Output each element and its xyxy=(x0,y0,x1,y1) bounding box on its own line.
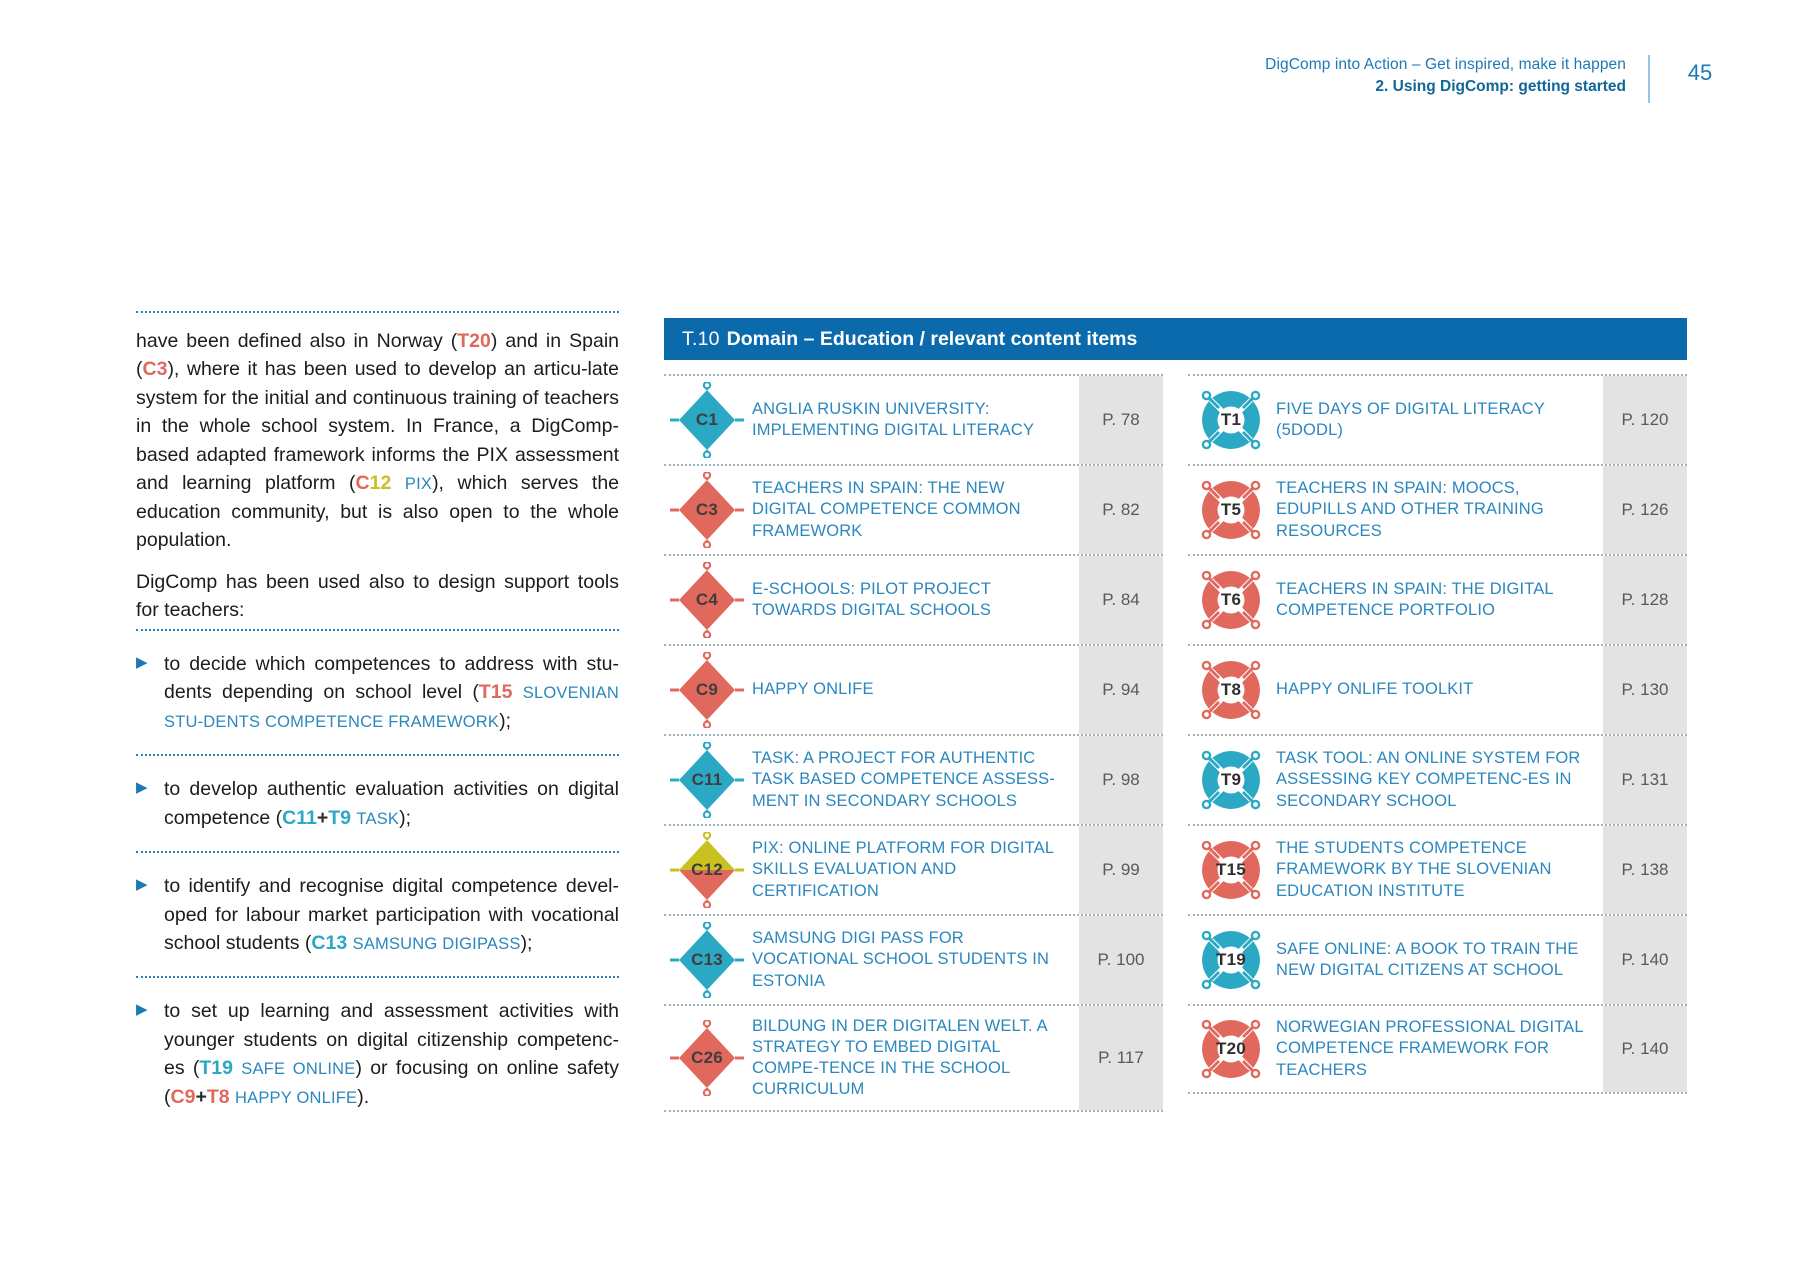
list-item-text: to develop authentic evaluation activities on digital competence (C11+T9 TASK); xyxy=(164,778,619,829)
table-row[interactable] xyxy=(664,1004,1163,1112)
lifebuoy-icon xyxy=(1193,1011,1269,1087)
lifebuoy-icon xyxy=(1193,742,1269,818)
lifebuoy-icon xyxy=(1193,472,1269,548)
table-row[interactable] xyxy=(1188,734,1687,824)
item-code: C11 xyxy=(691,770,723,789)
item-label: BILDUNG IN DER DIGITALEN WELT. A STRATEGY TO EMBED DIGITAL COMPE-TENCE IN THE SCHOOL CURRICULUM xyxy=(752,1017,1047,1099)
item-page-reference: P. 140 xyxy=(1603,1006,1687,1092)
table-cell-icon xyxy=(664,556,750,644)
lifebuoy-icon xyxy=(1193,652,1269,728)
ref-t15: T15 xyxy=(478,681,513,704)
list-item xyxy=(136,631,619,754)
ref-c12-letter: C xyxy=(355,472,370,495)
table-cell-icon xyxy=(1188,466,1274,554)
list-item xyxy=(136,978,619,1130)
table-cell-icon xyxy=(1188,736,1274,824)
ref-happy-onlife-name: HAPPY ONLIFE xyxy=(235,1088,358,1107)
plus-sign: + xyxy=(195,1085,207,1108)
item-code: C13 xyxy=(691,950,723,969)
table-row[interactable] xyxy=(664,644,1163,734)
table-row[interactable] xyxy=(664,914,1163,1004)
table-column-tools xyxy=(1188,374,1687,1112)
item-code: C4 xyxy=(695,590,719,609)
item-page-reference: P. 78 xyxy=(1079,376,1163,464)
ref-c3: C3 xyxy=(142,358,168,381)
diamond-icon xyxy=(669,832,745,908)
list-item xyxy=(136,853,619,976)
table-cell-icon xyxy=(1188,376,1274,464)
table-cell-icon xyxy=(664,1006,750,1110)
list-item-text: to set up learning and assessment activities with younger students on digital citizenship competenc-es (T19 SAFE ONLINE) or focusing on online safety (C9+T8 HAPPY ONLIFE). xyxy=(164,1000,620,1108)
running-head xyxy=(1050,54,1750,103)
body-text-column xyxy=(136,311,619,1130)
diamond-icon xyxy=(669,742,745,818)
triangle-right-icon: ▶ xyxy=(136,876,148,894)
item-page-reference: P. 131 xyxy=(1603,736,1687,824)
item-code: T5 xyxy=(1220,500,1242,519)
item-code: T1 xyxy=(1220,410,1242,429)
content-items-table xyxy=(664,318,1687,1112)
ref-task-name: TASK xyxy=(356,809,400,828)
item-code: C12 xyxy=(691,860,723,879)
ref-t8: T8 xyxy=(206,1085,230,1108)
table-row[interactable] xyxy=(1188,824,1687,914)
item-label: PIX: ONLINE PLATFORM FOR DIGITAL SKILLS EVALUATION AND CERTIFICATION xyxy=(752,839,1054,900)
item-page-reference: P. 84 xyxy=(1079,556,1163,644)
item-label: TASK TOOL: AN ONLINE SYSTEM FOR ASSESSING KEY COMPETENC-ES IN SECONDARY SCHOOL xyxy=(1276,749,1581,810)
item-page-reference: P. 138 xyxy=(1603,826,1687,914)
item-code: T9 xyxy=(1220,770,1242,789)
table-cell-icon xyxy=(664,826,750,914)
chapter-title: 2. Using DigComp: getting started xyxy=(1375,78,1626,96)
lifebuoy-icon xyxy=(1193,922,1269,998)
bullet-list xyxy=(136,631,619,1131)
ref-c12-name: PIX xyxy=(404,475,433,494)
table-row[interactable] xyxy=(664,734,1163,824)
table-row[interactable] xyxy=(664,374,1163,464)
table-cell-icon xyxy=(664,466,750,554)
item-code: T6 xyxy=(1220,590,1242,609)
table-row[interactable] xyxy=(1188,644,1687,734)
table-row[interactable] xyxy=(664,824,1163,914)
ref-t9: T9 xyxy=(328,806,352,829)
ref-safe-online-name: SAFE ONLINE xyxy=(241,1060,356,1079)
item-code: T20 xyxy=(1216,1039,1246,1058)
item-code: C26 xyxy=(691,1048,723,1068)
ref-c12-number: 12 xyxy=(369,472,392,495)
ref-t19: T19 xyxy=(199,1057,233,1080)
table-cell-icon xyxy=(664,916,750,1004)
lifebuoy-icon xyxy=(1193,562,1269,638)
publication-title: DigComp into Action – Get inspired, make it happen xyxy=(1265,56,1626,73)
item-page-reference: P. 128 xyxy=(1603,556,1687,644)
item-label: SAFE ONLINE: A BOOK TO TRAIN THE NEW DIGITAL CITIZENS AT SCHOOL xyxy=(1276,939,1579,979)
table-cell-icon xyxy=(664,376,750,464)
list-item xyxy=(136,756,619,851)
list-item-text: to decide which competences to address with stu-dents depending on school level (T15 SLOVENIAN STU-DENTS COMPETENCE FRAMEWORK); xyxy=(164,652,619,732)
table-header xyxy=(664,318,1687,360)
item-label: TASK: A PROJECT FOR AUTHENTIC TASK BASED COMPETENCE ASSESS-MENT IN SECONDARY SCHOOLS xyxy=(752,749,1055,810)
table-row[interactable] xyxy=(1188,464,1687,554)
running-head-text xyxy=(1050,54,1648,99)
ref-c13: C13 xyxy=(311,931,348,954)
triangle-right-icon: ▶ xyxy=(136,1001,148,1019)
item-label: SAMSUNG DIGI PASS FOR VOCATIONAL SCHOOL STUDENTS IN ESTONIA xyxy=(752,929,1050,990)
table-title: Domain – Education / relevant content items xyxy=(726,327,1138,350)
plus-sign: + xyxy=(316,806,329,829)
table-body xyxy=(664,374,1687,1112)
table-row[interactable] xyxy=(1188,374,1687,464)
table-cell-icon xyxy=(664,736,750,824)
ref-t20: T20 xyxy=(457,330,491,352)
item-code: C3 xyxy=(695,500,719,519)
item-label: E-SCHOOLS: PILOT PROJECT TOWARDS DIGITAL SCHOOLS xyxy=(752,579,992,619)
diamond-icon xyxy=(669,1020,745,1096)
table-cell-icon xyxy=(1188,1006,1274,1092)
item-page-reference: P. 117 xyxy=(1079,1006,1163,1110)
item-code: C9 xyxy=(695,680,719,699)
item-code: C1 xyxy=(695,410,719,429)
table-row[interactable] xyxy=(1188,554,1687,644)
table-cell-icon xyxy=(1188,826,1274,914)
table-row[interactable] xyxy=(1188,1004,1687,1094)
item-page-reference: P. 130 xyxy=(1603,646,1687,734)
item-page-reference: P. 126 xyxy=(1603,466,1687,554)
diamond-icon xyxy=(669,472,745,548)
page-number: 45 xyxy=(1687,60,1713,85)
ref-samsung-digipass-name: SAMSUNG DIGIPASS xyxy=(352,934,521,953)
table-row[interactable] xyxy=(664,554,1163,644)
item-label: FIVE DAYS OF DIGITAL LITERACY (5DODL) xyxy=(1276,399,1545,439)
table-cell-icon xyxy=(1188,646,1274,734)
list-item-text: to identify and recognise digital competence devel-oped for labour market participation with vocational school students (C13 SAMSUNG DIGIPASS); xyxy=(164,875,619,954)
ref-t15-name: SLOVENIAN STU-DENTS COMPETENCE FRAMEWORK xyxy=(164,684,619,731)
table-number: T.10 xyxy=(682,327,720,350)
paragraph-2: DigComp has been used also to design support tools for teachers: xyxy=(136,570,619,622)
item-page-reference: P. 94 xyxy=(1079,646,1163,734)
lifebuoy-icon xyxy=(1193,832,1269,908)
table-column-cases xyxy=(664,374,1163,1112)
item-label: ANGLIA RUSKIN UNIVERSITY: IMPLEMENTING DIGITAL LITERACY xyxy=(752,399,1035,439)
item-label: HAPPY ONLIFE TOOLKIT xyxy=(1276,680,1474,699)
triangle-right-icon: ▶ xyxy=(136,779,148,797)
item-label: NORWEGIAN PROFESSIONAL DIGITAL COMPETENCE FRAMEWORK FOR TEACHERS xyxy=(1276,1018,1584,1079)
lifebuoy-icon xyxy=(1193,382,1269,458)
item-label: TEACHERS IN SPAIN: THE NEW DIGITAL COMPETENCE COMMON FRAMEWORK xyxy=(752,479,1021,540)
ref-c9: C9 xyxy=(170,1085,196,1108)
diamond-icon xyxy=(669,382,745,458)
paragraph-1: have been defined also in Norway (T20) and in Spain (C3), where it has been used to develop an articu-late system for the initial and continuous training of teachers in the whole school system. In France, a DigComp-based adapted framework informs the PIX assessment and learning platform (C12 PIX), which serves the education community, but is also open to the whole population. xyxy=(136,330,620,552)
table-row[interactable] xyxy=(1188,914,1687,1004)
triangle-right-icon: ▶ xyxy=(136,653,148,671)
item-code: T8 xyxy=(1220,680,1242,699)
diamond-icon xyxy=(669,562,745,638)
item-page-reference: P. 100 xyxy=(1079,916,1163,1004)
table-cell-icon xyxy=(1188,556,1274,644)
item-page-reference: P. 140 xyxy=(1603,916,1687,1004)
table-row[interactable] xyxy=(664,464,1163,554)
item-label: TEACHERS IN SPAIN: THE DIGITAL COMPETENCE PORTFOLIO xyxy=(1276,579,1554,619)
ref-c11: C11 xyxy=(282,806,317,829)
diamond-icon xyxy=(669,922,745,998)
item-label: TEACHERS IN SPAIN: MOOCS, EDUPILLS AND OTHER TRAINING RESOURCES xyxy=(1276,479,1544,540)
item-page-reference: P. 99 xyxy=(1079,826,1163,914)
item-label: THE STUDENTS COMPETENCE FRAMEWORK BY THE SLOVENIAN EDUCATION INSTITUTE xyxy=(1276,839,1552,900)
diamond-icon xyxy=(669,652,745,728)
table-cell-icon xyxy=(664,646,750,734)
item-code: T15 xyxy=(1216,860,1246,879)
table-cell-icon xyxy=(1188,916,1274,1004)
item-page-reference: P. 82 xyxy=(1079,466,1163,554)
item-label: HAPPY ONLIFE xyxy=(752,680,874,699)
item-code: T19 xyxy=(1216,950,1246,969)
item-page-reference: P. 98 xyxy=(1079,736,1163,824)
item-page-reference: P. 120 xyxy=(1603,376,1687,464)
